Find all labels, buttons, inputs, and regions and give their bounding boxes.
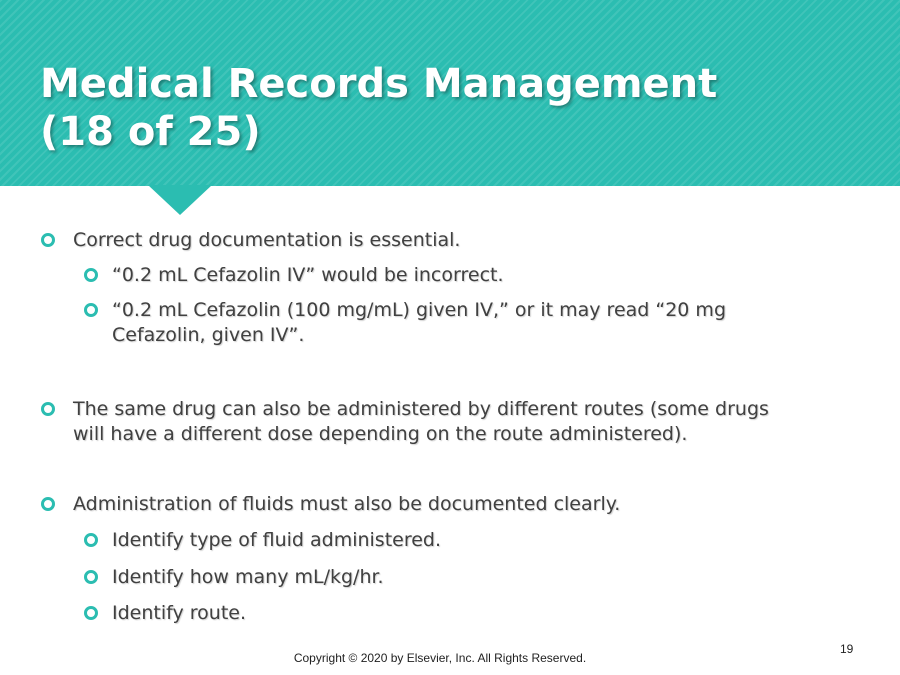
bullet-text: The same drug can also be administered by different routes (some drugs will have a different dose depending on the route administered). <box>73 398 769 445</box>
sub-bullet-item <box>112 263 752 288</box>
bullet-text: Identify type of fluid administered. <box>112 529 442 551</box>
copyright-notice: Copyright © 2020 by Elsevier, Inc. All Rights Reserved. <box>293 651 587 665</box>
bullet-item <box>73 397 773 447</box>
circle-bullet-icon <box>41 233 55 247</box>
bullet-text: Identify route. <box>112 602 247 624</box>
bullet-text: Administration of fluids must also be documented clearly. <box>73 493 621 515</box>
slide-title-line-1: Medical Records Management <box>40 61 718 107</box>
banner-pointer <box>148 185 212 215</box>
circle-bullet-icon <box>84 268 98 282</box>
slide-title-line-2: (18 of 25) <box>40 109 261 155</box>
slide-title <box>40 60 860 156</box>
circle-bullet-icon <box>84 533 98 547</box>
title-banner <box>0 0 900 186</box>
page-number: 19 <box>840 642 854 656</box>
bullet-item <box>73 228 773 253</box>
circle-bullet-icon <box>41 402 55 416</box>
sub-bullet-item <box>112 528 752 553</box>
bullet-text: “0.2 mL Cefazolin (100 mg/mL) given IV,” or it may read “20 mg Cefazolin, given IV”. <box>112 299 727 346</box>
bullet-text: Identify how many mL/kg/hr. <box>112 566 384 588</box>
sub-bullet-item <box>112 298 737 348</box>
bullet-text: “0.2 mL Cefazolin IV” would be incorrect. <box>112 264 504 286</box>
bullet-text: Correct drug documentation is essential. <box>73 229 461 251</box>
circle-bullet-icon <box>84 303 98 317</box>
sub-bullet-item <box>112 601 752 626</box>
sub-bullet-item <box>112 565 752 590</box>
circle-bullet-icon <box>41 497 55 511</box>
bullet-item <box>73 492 773 517</box>
circle-bullet-icon <box>84 570 98 584</box>
circle-bullet-icon <box>84 606 98 620</box>
